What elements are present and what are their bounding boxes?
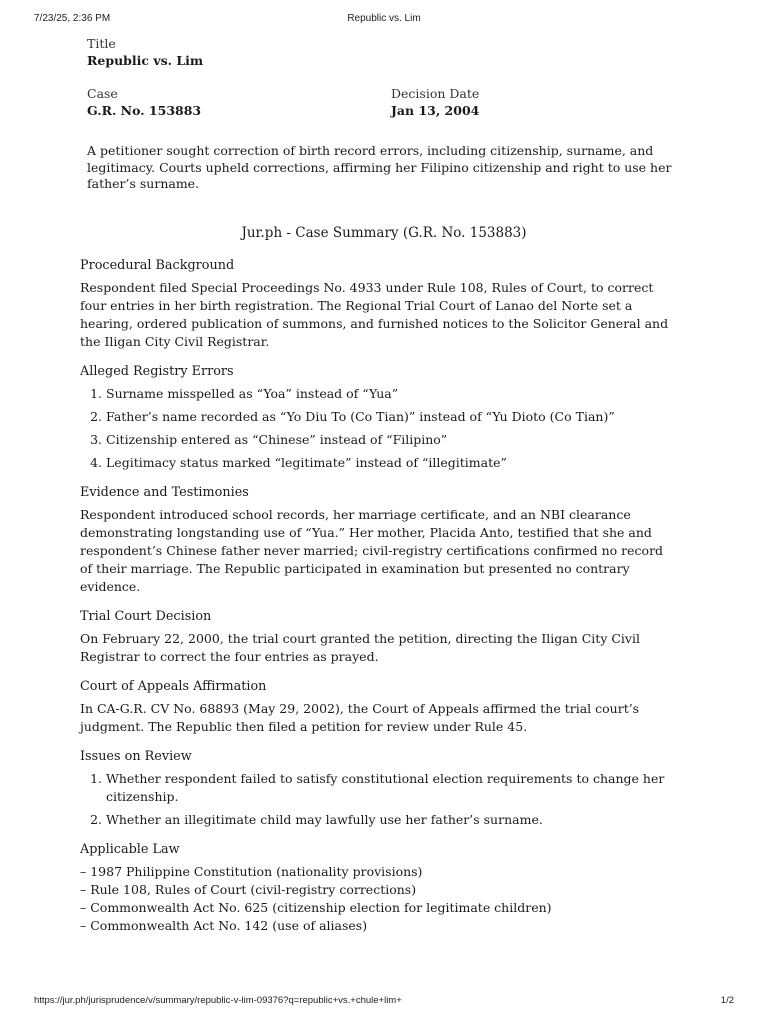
errors-list xyxy=(80,385,676,472)
law-item: – Commonwealth Act No. 625 (citizenship election for legitimate children) xyxy=(80,900,552,915)
list-item: 1. Whether respondent failed to satisfy constitutional election requirements to change her citizenship. xyxy=(106,770,676,806)
section-heading-issues: Issues on Review xyxy=(80,749,192,764)
case-value: G.R. No. 153883 xyxy=(87,103,202,118)
section-heading-procedural: Procedural Background xyxy=(80,258,235,273)
print-datetime: 7/23/25, 2:36 PM xyxy=(34,13,111,24)
list-item: 2. Whether an illegitimate child may lawfully use her father’s surname. xyxy=(106,811,676,829)
law-list xyxy=(80,863,676,935)
meta-title xyxy=(87,36,203,69)
section-text-procedural: Respondent filed Special Proceedings No. 4933 under Rule 108, Rules of Court, to correct four entries in her birth registration. The Regional Trial Court of Lanao del Norte set a hearing, ordered publication of summons, and furnished notices to the Solicitor General and the Iligan City Civil Registrar. xyxy=(80,280,669,349)
law-item: – Rule 108, Rules of Court (civil-registry corrections) xyxy=(80,882,417,897)
section-text-trial: On February 22, 2000, the trial court granted the petition, directing the Iligan City Civil Registrar to correct the four entries as prayed. xyxy=(80,631,640,664)
summary-title: Jur.ph - Case Summary (G.R. No. 153883) xyxy=(241,225,527,241)
list-item: 3. Citizenship entered as “Chinese” instead of “Filipino” xyxy=(106,431,676,449)
meta-case xyxy=(87,86,201,119)
law-item: – 1987 Philippine Constitution (nationality provisions) xyxy=(80,864,423,879)
print-footer xyxy=(34,995,734,1009)
print-header xyxy=(34,13,734,27)
section-text-evidence: Respondent introduced school records, her marriage certificate, and an NBI clearance demonstrating longstanding use of “Yua.” Her mother, Placida Anto, testified that she and respondent’s Chinese father never married; civil-registry certifications confirmed no record of their marriage. The Republic participated in examination but presented no contrary evidence. xyxy=(80,507,664,594)
law-item: – Commonwealth Act No. 142 (use of aliases) xyxy=(80,918,368,933)
case-label: Case xyxy=(87,86,118,101)
list-item: 1. Surname misspelled as “Yoa” instead of “Yua” xyxy=(106,385,676,403)
list-item: 2. Father’s name recorded as “Yo Diu To (Co Tian)” instead of “Yu Dioto (Co Tian)” xyxy=(106,408,676,426)
list-item: 4. Legitimacy status marked “legitimate” instead of “illegitimate” xyxy=(106,454,676,472)
page-url: https://jur.ph/jurisprudence/v/summary/republic-v-lim-09376?q=republic+vs.+chule+lim+ xyxy=(34,995,402,1006)
decision-date-value: Jan 13, 2004 xyxy=(391,103,480,118)
print-doc-title: Republic vs. Lim xyxy=(347,13,421,24)
section-heading-errors: Alleged Registry Errors xyxy=(80,364,234,379)
section-heading-evidence: Evidence and Testimonies xyxy=(80,485,249,500)
section-text-appeals: In CA-G.R. CV No. 68893 (May 29, 2002), the Court of Appeals affirmed the trial court’s judgment. The Republic then filed a petition for review under Rule 45. xyxy=(80,701,640,734)
page-number: 1/2 xyxy=(720,995,734,1006)
section-heading-trial: Trial Court Decision xyxy=(80,609,212,624)
section-heading-appeals: Court of Appeals Affirmation xyxy=(80,679,267,694)
decision-date-label: Decision Date xyxy=(391,86,480,101)
summary-body xyxy=(80,257,676,935)
title-label: Title xyxy=(87,36,116,51)
title-value: Republic vs. Lim xyxy=(87,53,204,68)
section-heading-law: Applicable Law xyxy=(80,842,180,857)
meta-decision-date xyxy=(391,86,479,119)
issues-list xyxy=(80,770,676,829)
case-abstract: A petitioner sought correction of birth record errors, including citizenship, surname, and legitimacy. Courts upheld corrections, affirming her Filipino citizenship and right to use her father’s surname. xyxy=(87,143,672,191)
